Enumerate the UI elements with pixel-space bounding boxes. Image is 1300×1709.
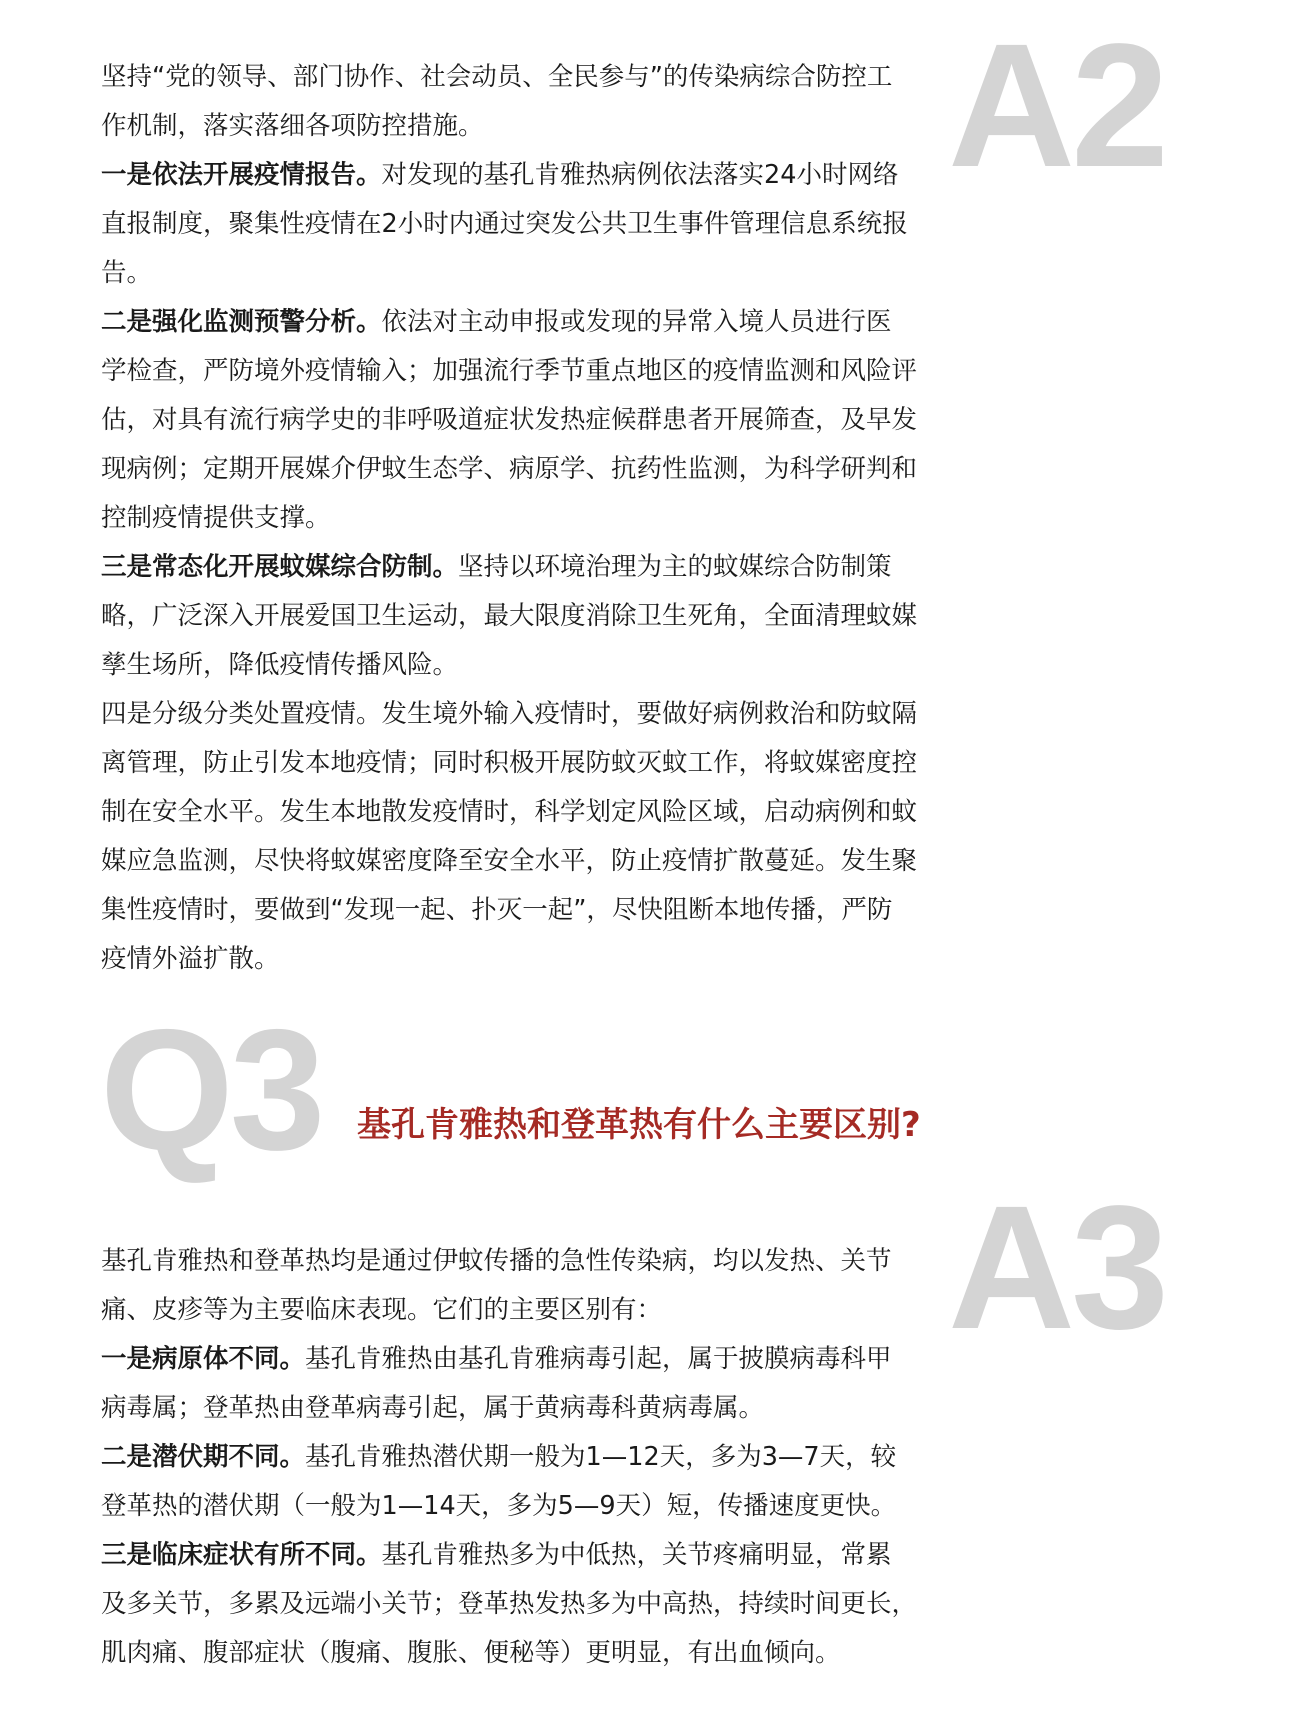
answer-3-item-2 (101, 1433, 917, 1531)
a2-watermark: A2 (948, 8, 1165, 204)
answer-2-section (101, 53, 917, 984)
item-body: 依法对主动申报或发现的异常入境人员进行医学检查，严防境外疫情输入；加强流行季节重点地区的疫情监测和风险评估，对具有流行病学史的非呼吸道症状发热症候群患者开展筛查，及早发现病例；定期开展媒介伊蚊生态学、病原学、抗药性监测，为科学研判和控制疫情提供支撑。 (101, 307, 918, 533)
item-body: 基孔肯雅热多为中低热，关节疼痛明显，常累及多关节，多累及远端小关节；登革热发热多为中高热，持续时间更长，肌肉痛、腹部症状（腹痛、腹胀、便秘等）更明显，有出血倾向。 (101, 1540, 918, 1668)
answer-3-section (101, 1237, 917, 1678)
answer-3-item-1 (101, 1335, 917, 1433)
item-lead: 一是依法开展疫情报告。 (101, 160, 382, 190)
item-body: 对发现的基孔肯雅热病例依法落实24小时网络直报制度，聚集性疫情在2小时内通过突发公共卫生事件管理信息系统报告。 (101, 160, 908, 288)
item-lead: 三是临床症状有所不同。 (101, 1540, 382, 1570)
q3-watermark: Q3 (100, 994, 322, 1186)
answer-2-item-4: 四是分级分类处置疫情。发生境外输入疫情时，要做好病例救治和防蚊隔离管理，防止引发本地疫情；同时积极开展防蚊灭蚊工作，将蚊媒密度控制在安全水平。发生本地散发疫情时，科学划定风险区域，启动病例和蚊媒应急监测，尽快将蚊媒密度降至安全水平，防止疫情扩散蔓延。发生聚集性疫情时，要做到“发现一起、扑灭一起”，尽快阻断本地传播，严防疫情外溢扩散。 (101, 699, 918, 974)
item-lead: 二是潜伏期不同。 (101, 1442, 306, 1472)
item-body: 基孔肯雅热潜伏期一般为1—12天，多为3—7天，较登革热的潜伏期（一般为1—14天，多为5—9天）短，传播速度更快。 (101, 1442, 897, 1521)
answer-2-intro: 坚持“党的领导、部门协作、社会动员、全民参与”的传染病综合防控工作机制，落实落细各项防控措施。 (101, 62, 893, 141)
question-3-title: 基孔肯雅热和登革热有什么主要区别? (357, 1105, 921, 1145)
answer-2-item-2 (101, 298, 917, 543)
item-lead: 二是强化监测预警分析。 (101, 307, 382, 337)
item-body: 基孔肯雅热由基孔肯雅病毒引起，属于披膜病毒科甲病毒属；登革热由登革病毒引起，属于黄病毒科黄病毒属。 (101, 1344, 892, 1423)
answer-2-item-1 (101, 151, 917, 298)
item-lead: 一是病原体不同。 (101, 1344, 306, 1374)
answer-2-item-3 (101, 543, 917, 690)
answer-3-intro: 基孔肯雅热和登革热均是通过伊蚊传播的急性传染病，均以发热、关节痛、皮疹等为主要临床表现。它们的主要区别有： (101, 1246, 892, 1325)
answer-3-item-3 (101, 1531, 917, 1678)
a3-watermark: A3 (948, 1170, 1165, 1366)
item-body: 坚持以环境治理为主的蚊媒综合防制策略，广泛深入开展爱国卫生运动，最大限度消除卫生死角，全面清理蚊媒孳生场所，降低疫情传播风险。 (101, 552, 918, 680)
item-lead: 三是常态化开展蚊媒综合防制。 (101, 552, 459, 582)
